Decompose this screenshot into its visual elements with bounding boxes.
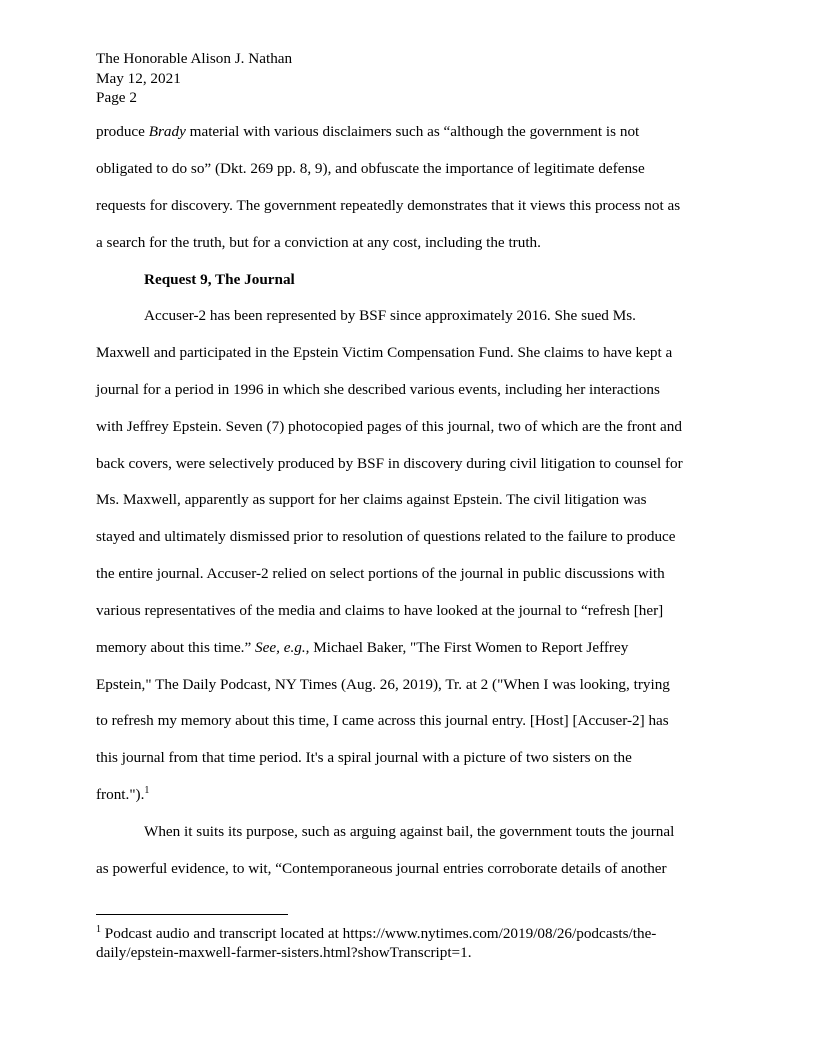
text-line: a search for the truth, but for a conviction at any cost, including the truth. [96,234,541,251]
text-line: Maxwell and participated in the Epstein Victim Compensation Fund. She claims to have kept a [96,344,673,361]
letter-date: May 12, 2021 [96,69,181,87]
text-line: obligated to do so” (Dkt. 269 pp. 8, 9), and obfuscate the importance of legitimate defense [96,160,645,177]
section-heading: Request 9, The Journal [144,271,295,288]
text-line: Ms. Maxwell, apparently as support for her claims against Epstein. The civil litigation was [96,491,647,508]
text-line: memory about this time.” See, e.g., Michael Baker, "The First Women to Report Jeffrey [96,639,629,656]
page-number: Page 2 [96,89,137,106]
text-line: journal for a period in 1996 in which she described various events, including her interactions [96,381,660,398]
text-line: as powerful evidence, to wit, “Contemporaneous journal entries corroborate details of another [96,860,667,877]
footnote-line: daily/epstein-maxwell-farmer-sisters.html?showTranscript=1. [96,944,472,961]
text-line: with Jeffrey Epstein. Seven (7) photocopied pages of this journal, two of which are the front and [96,418,682,435]
text-line: requests for discovery. The government repeatedly demonstrates that it views this process not as [96,197,681,214]
case-name: Brady [148,123,186,140]
footnote-reference: 1 [144,784,150,796]
text-line: stayed and ultimately dismissed prior to resolution of questions related to the failure to produce [96,528,676,545]
letter-header [96,49,292,108]
text-line: various representatives of the media and claims to have looked at the journal to “refresh [her] [96,602,664,619]
text-line: Epstein," The Daily Podcast, NY Times (Aug. 26, 2019), Tr. at 2 ("When I was looking, trying [96,676,670,693]
text-line: to refresh my memory about this time, I came across this journal entry. [Host] [Accuser-2] has [96,712,669,729]
citation-signal: See, e.g., [255,639,310,656]
text-line: front.").$^1$ [96,784,150,803]
addressee: The Honorable Alison J. Nathan [96,50,293,67]
text-line: When it suits its purpose, such as arguing against bail, the government touts the journal [144,823,675,840]
text-line: Accuser-2 has been represented by BSF since approximately 2016. She sued Ms. [144,307,636,324]
text-line: this journal from that time period. It's a spiral journal with a picture of two sisters on the [96,749,632,766]
text-line: the entire journal. Accuser-2 relied on select portions of the journal in public discussions with [96,565,665,582]
text-line: produce Brady material with various disclaimers such as “although the government is not [96,123,640,140]
footnote-marker: 1 [96,923,101,935]
text-line: back covers, were selectively produced by BSF in discovery during civil litigation to counsel for [96,455,683,472]
footnote-divider [96,914,288,915]
footnote-line: $^1$ Podcast audio and transcript located at https://www.nytimes.com/2019/08/26/podcasts/the- [96,923,657,942]
